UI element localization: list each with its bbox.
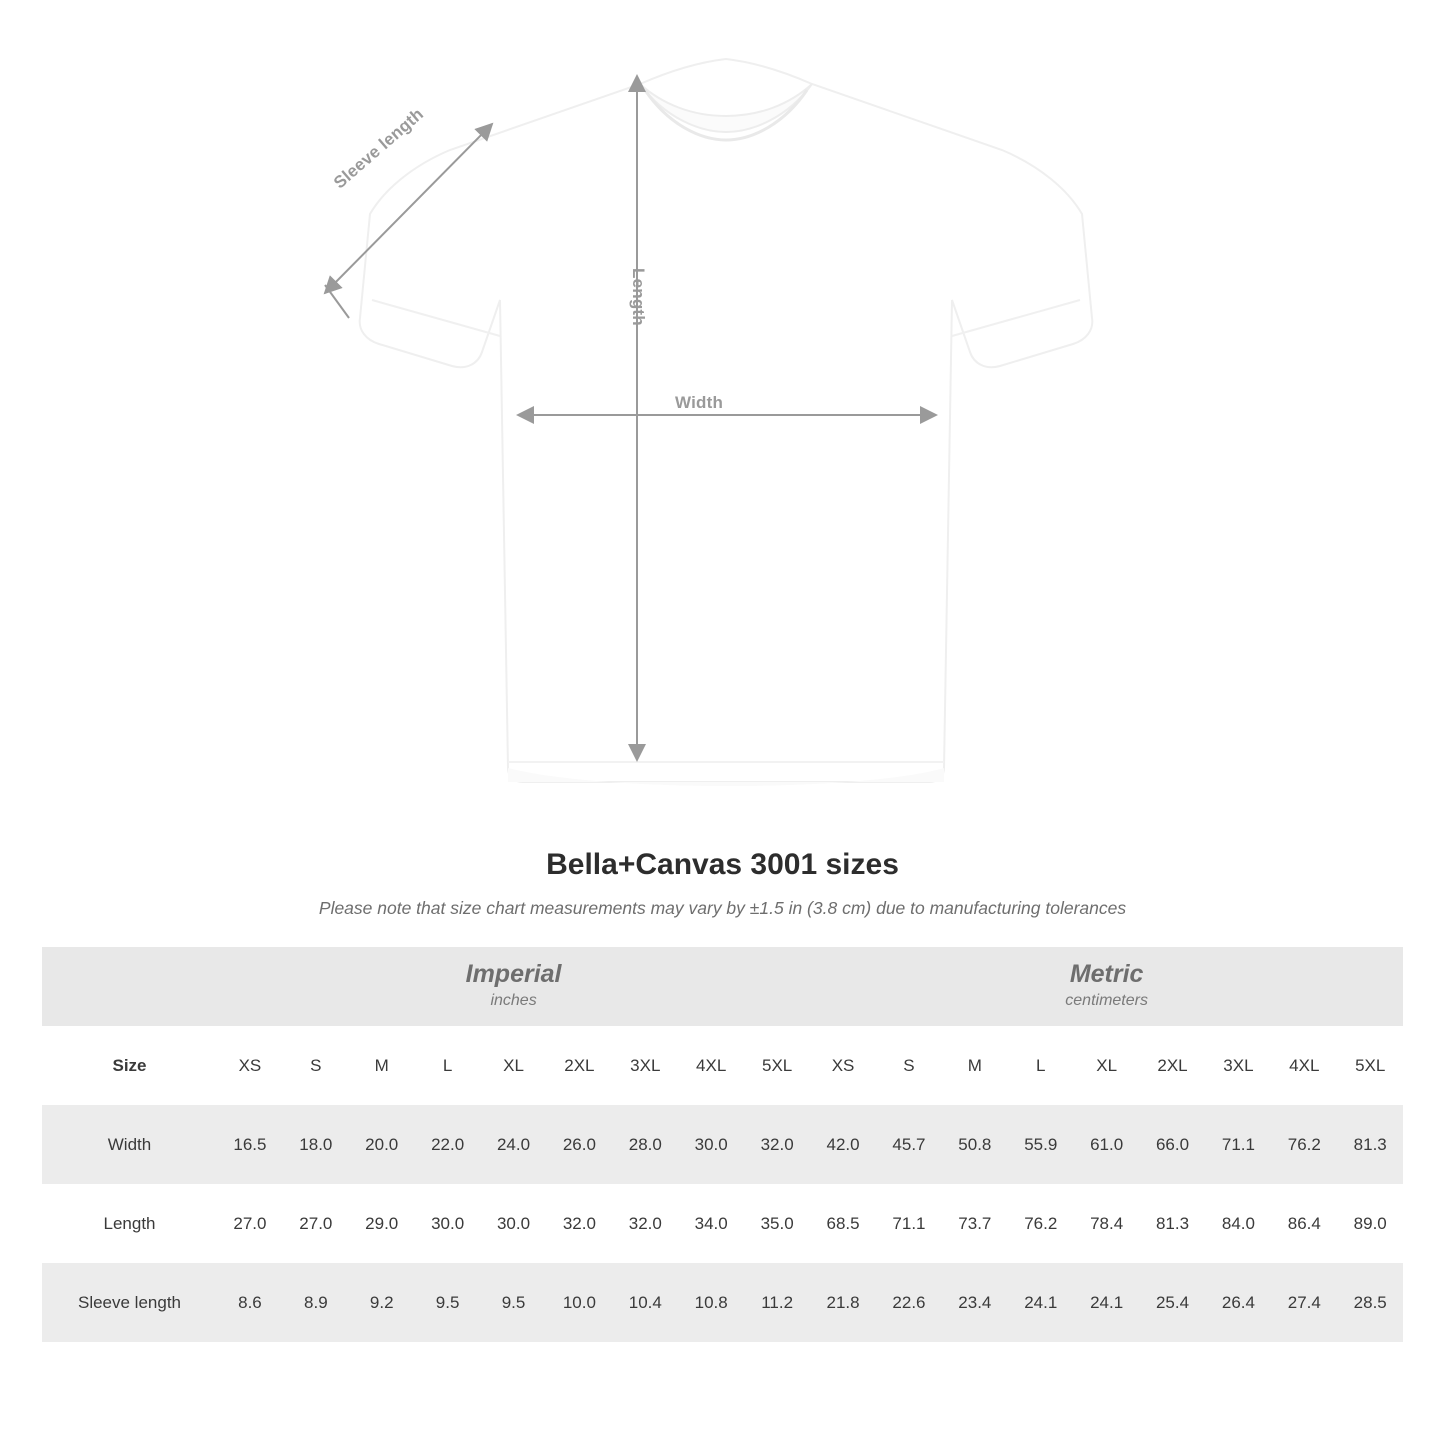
size-header-cell: 2XL (546, 1026, 612, 1105)
table-cell: 32.0 (744, 1105, 810, 1184)
row-label-sleeve-length: Sleeve length (42, 1263, 217, 1342)
table-cell: 28.0 (612, 1105, 678, 1184)
imperial-unit-name: Imperial (465, 960, 562, 989)
imperial-unit-header (217, 947, 810, 1026)
table-cell: 9.5 (481, 1263, 547, 1342)
table-cell: 35.0 (744, 1184, 810, 1263)
table-cell: 32.0 (612, 1184, 678, 1263)
table-cell: 30.0 (678, 1105, 744, 1184)
tshirt-shape (360, 59, 1093, 786)
table-cell: 25.4 (1140, 1263, 1206, 1342)
tolerance-note: Please note that size chart measurements may vary by ±1.5 in (3.8 cm) due to manufacturing tolerances (318, 898, 1127, 918)
table-cell: 16.5 (217, 1105, 283, 1184)
size-header-cell: 5XL (1337, 1026, 1403, 1105)
size-row-header: Size (42, 1026, 217, 1105)
size-header-cell: L (415, 1026, 481, 1105)
table-cell: 45.7 (876, 1105, 942, 1184)
table-cell: 24.1 (1074, 1263, 1140, 1342)
table-cell: 29.0 (349, 1184, 415, 1263)
row-label-width: Width (42, 1105, 217, 1184)
table-cell: 71.1 (876, 1184, 942, 1263)
metric-unit-sub: centimeters (1065, 991, 1148, 1009)
table-cell: 81.3 (1140, 1184, 1206, 1263)
table-row (42, 1263, 1403, 1342)
size-header-cell: 2XL (1140, 1026, 1206, 1105)
length-dimension-label: Length (629, 268, 648, 326)
imperial-unit-sub: inches (490, 991, 537, 1009)
size-header-cell: XS (217, 1026, 283, 1105)
table-cell: 71.1 (1205, 1105, 1271, 1184)
table-cell: 8.6 (217, 1263, 283, 1342)
table-row (42, 1105, 1403, 1184)
size-header-cell: S (283, 1026, 349, 1105)
table-cell: 66.0 (1140, 1105, 1206, 1184)
size-header-cell: 4XL (678, 1026, 744, 1105)
table-cell: 20.0 (349, 1105, 415, 1184)
table-cell: 10.8 (678, 1263, 744, 1342)
metric-unit-name: Metric (1069, 960, 1144, 989)
size-table-wrap (42, 947, 1403, 1342)
table-cell: 21.8 (810, 1263, 876, 1342)
table-cell: 42.0 (810, 1105, 876, 1184)
table-cell: 8.9 (283, 1263, 349, 1342)
size-header-cell: 4XL (1271, 1026, 1337, 1105)
table-cell: 10.4 (612, 1263, 678, 1342)
table-cell: 61.0 (1074, 1105, 1140, 1184)
table-cell: 30.0 (415, 1184, 481, 1263)
sleeve-length-dimension-label: Sleeve length (330, 104, 428, 193)
table-cell: 89.0 (1337, 1184, 1403, 1263)
table-cell: 76.2 (1271, 1105, 1337, 1184)
size-header-cell: S (876, 1026, 942, 1105)
size-header-cell: XL (1074, 1026, 1140, 1105)
table-cell: 30.0 (481, 1184, 547, 1263)
table-cell: 50.8 (942, 1105, 1008, 1184)
size-header-cell: L (1008, 1026, 1074, 1105)
metric-unit-header (810, 947, 1403, 1026)
table-cell: 55.9 (1008, 1105, 1074, 1184)
table-cell: 28.5 (1337, 1263, 1403, 1342)
table-cell: 76.2 (1008, 1184, 1074, 1263)
table-cell: 68.5 (810, 1184, 876, 1263)
table-cell: 24.0 (481, 1105, 547, 1184)
table-cell: 81.3 (1337, 1105, 1403, 1184)
table-cell: 86.4 (1271, 1184, 1337, 1263)
table-cell: 27.0 (283, 1184, 349, 1263)
size-header-cell: M (349, 1026, 415, 1105)
unit-header-row (42, 947, 1403, 1026)
table-cell: 27.4 (1271, 1263, 1337, 1342)
table-cell: 32.0 (546, 1184, 612, 1263)
table-cell: 34.0 (678, 1184, 744, 1263)
title-block (0, 848, 1445, 919)
table-cell: 9.2 (349, 1263, 415, 1342)
table-cell: 24.1 (1008, 1263, 1074, 1342)
table-cell: 22.6 (876, 1263, 942, 1342)
width-dimension-label: Width (675, 393, 724, 412)
table-cell: 18.0 (283, 1105, 349, 1184)
size-header-cell: 3XL (612, 1026, 678, 1105)
page-title: Bella+Canvas 3001 sizes (546, 848, 899, 881)
table-cell: 26.4 (1205, 1263, 1271, 1342)
table-row (42, 1184, 1403, 1263)
table-cell: 11.2 (744, 1263, 810, 1342)
size-header-cell: 5XL (744, 1026, 810, 1105)
size-header-row (42, 1026, 1403, 1105)
size-table (42, 947, 1403, 1342)
table-cell: 27.0 (217, 1184, 283, 1263)
table-cell: 26.0 (546, 1105, 612, 1184)
table-cell: 23.4 (942, 1263, 1008, 1342)
table-cell: 73.7 (942, 1184, 1008, 1263)
unit-spacer-cell (42, 947, 217, 1026)
size-header-cell: M (942, 1026, 1008, 1105)
table-cell: 84.0 (1205, 1184, 1271, 1263)
size-header-cell: XL (481, 1026, 547, 1105)
size-header-cell: 3XL (1205, 1026, 1271, 1105)
size-header-cell: XS (810, 1026, 876, 1105)
table-cell: 10.0 (546, 1263, 612, 1342)
table-cell: 78.4 (1074, 1184, 1140, 1263)
table-cell: 22.0 (415, 1105, 481, 1184)
table-cell: 9.5 (415, 1263, 481, 1342)
row-label-length: Length (42, 1184, 217, 1263)
